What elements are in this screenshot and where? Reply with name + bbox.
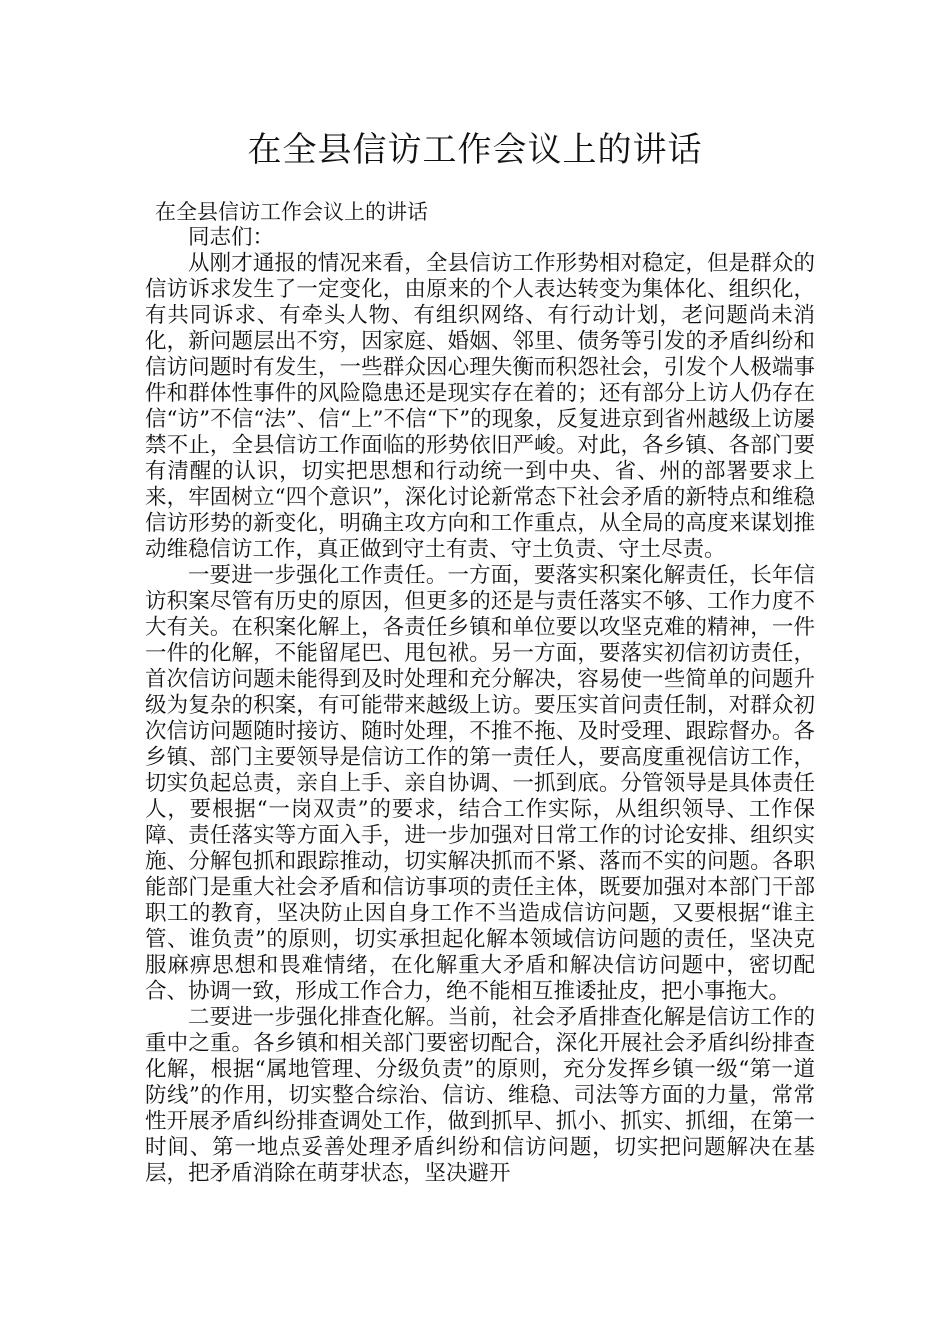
paragraph-investigation: 二要进一步强化排查化解。当前，社会矛盾排查化解是信访工作的重中之重。各乡镇和相关部门要密切配合，深化开展社会矛盾纠纷排查化解，根据“属地管理、分级负责”的原则，充分发挥乡镇一级“第一道防线”的作用，切实整合综治、信访、维稳、司法等方面的力量，常常性开展矛盾纠纷排查调处工作，做到抓早、抓小、抓实、抓细，在第一时间、第一地点妥善处理矛盾纠纷和信访问题，切实把问题解决在基层，把矛盾消除在萌芽状态，坚决避开 xyxy=(145,1005,815,1186)
salutation: 同志们： xyxy=(188,225,275,250)
document-subtitle: 在全县信访工作会议上的讲话 xyxy=(155,200,428,224)
document-body xyxy=(145,225,815,1187)
document-title: 在全县信访工作会议上的讲话 xyxy=(247,130,703,170)
paragraph-responsibility: 一要进一步强化工作责任。一方面，要落实积案化解责任，长年信访积案尽管有历史的原因，但更多的还是与责任落实不够、工作力度不大有关。在积案化解上，各责任乡镇和单位要以攻坚克难的精神，一件一件的化解，不能留尾巴、甩包袱。另一方面，要落实初信初访责任，首次信访问题未能得到及时处理和充分解决，容易使一些简单的问题升级为复杂的积案，有可能带来越级上访。要压实首问责任制，对群众初次信访问题随时接访、随时处理，不推不拖、及时受理、跟踪督办。各乡镇、部门主要领导是信访工作的第一责任人，要高度重视信访工作，切实负起总责，亲自上手、亲自协调、一抓到底。分管领导是具体责任人，要根据“一岗双责”的要求，结合工作实际，从组织领导、工作保障、责任落实等方面入手，进一步加强对日常工作的讨论安排、组织实施、分解包抓和跟踪推动，切实解决抓而不紧、落而不实的问题。各职能部门是重大社会矛盾和信访事项的责任主体，既要加强对本部门干部职工的教育，坚决防止因自身工作不当造成信访问题，又要根据“谁主管、谁负责”的原则，切实承担起化解本领域信访问题的责任，坚决克服麻痹思想和畏难情绪，在化解重大矛盾和解决信访问题中，密切配合、协调一致，形成工作合力，绝不能相互推诿扯皮，把小事拖大。 xyxy=(145,563,815,1004)
paragraph-intro: 从刚才通报的情况来看，全县信访工作形势相对稳定，但是群众的信访诉求发生了一定变化，由原来的个人表达转变为集体化、组织化，有共同诉求、有牵头人物、有组织网络、有行动计划，老问题尚未消化，新问题层出不穷，因家庭、婚姻、邻里、债务等引发的矛盾纠纷和信访问题时有发生，一些群众因心理失衡而积怨社会，引发个人极端事件和群体性事件的风险隐患还是现实存在着的；还有部分上访人仍存在信“访”不信“法”、信“上”不信“下”的现象，反复进京到省州越级上访屡禁不止，全县信访工作面临的形势依旧严峻。对此，各乡镇、各部门要有清醒的认识，切实把思想和行动统一到中央、省、州的部署要求上来，牢固树立“四个意识”，深化讨论新常态下社会矛盾的新特点和维稳信访形势的新变化，明确主攻方向和工作重点，从全局的高度来谋划推动维稳信访工作，真正做到守土有责、守土负责、守土尽责。 xyxy=(145,251,815,562)
